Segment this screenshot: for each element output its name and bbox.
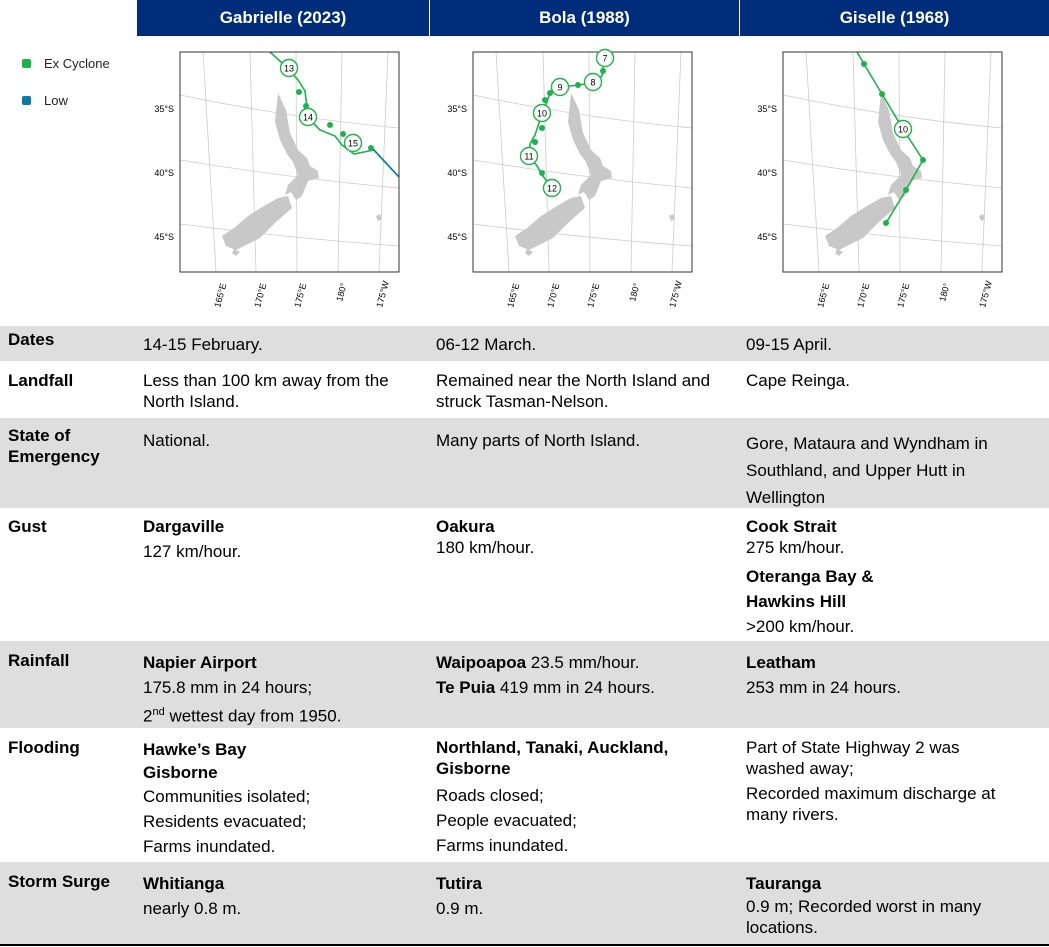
svg-text:13: 13 — [283, 63, 295, 74]
lat-label: 40°S — [757, 168, 777, 178]
cell-bola: Many parts of North Island. — [436, 431, 641, 450]
cell-bola: 06-12 March. — [436, 335, 537, 354]
row-label: State of Emergency — [8, 426, 100, 466]
row-label: Flooding — [8, 738, 80, 757]
lat-label: 45°S — [757, 232, 777, 242]
svg-text:9: 9 — [557, 82, 563, 93]
lon-label: 180° — [334, 281, 349, 303]
cell-giselle: Tauranga 0.9 m; Recorded worst in many locations. — [746, 874, 982, 937]
lon-label: 165°E — [815, 282, 832, 309]
cell-gabrielle: National. — [143, 431, 211, 450]
cell-giselle: Cape Reinga. — [746, 371, 850, 390]
column-header-giselle: Giselle (1968) — [740, 0, 1049, 36]
day-marker — [585, 74, 602, 91]
lon-label: 170°E — [252, 282, 269, 309]
day-marker — [552, 79, 569, 96]
row-label: Storm Surge — [8, 872, 111, 891]
lon-label: 175°E — [895, 282, 912, 309]
svg-text:10: 10 — [897, 124, 909, 135]
column-header-bola: Bola (1988) — [430, 0, 739, 36]
legend-item-ex-cyclone — [16, 54, 110, 72]
lon-label: 175°W — [374, 279, 391, 309]
day-marker — [544, 180, 561, 197]
column-header-gabrielle: Gabrielle (2023) — [137, 0, 429, 36]
cell-bola: Waipoapoa 23.5 mm/hour. Te Puia 419 mm in 24 hours. — [436, 653, 655, 697]
track-map-giselle — [743, 38, 1049, 322]
svg-text:8: 8 — [590, 77, 596, 88]
day-marker — [597, 50, 614, 67]
track-map-bola — [433, 38, 743, 322]
row-label: Gust — [8, 517, 47, 536]
lon-label: 170°E — [545, 282, 562, 309]
cell-giselle: Part of State Highway 2 was washed away; Recorded maximum discharge at many rivers. — [746, 738, 996, 824]
day-marker — [534, 105, 551, 122]
lat-label: 45°S — [154, 232, 174, 242]
lon-label: 180° — [937, 281, 952, 303]
cell-bola: Oakura 180 km/hour. — [436, 517, 535, 557]
legend-swatch-blue — [22, 96, 31, 105]
table-bottom-rule — [0, 944, 1049, 946]
lon-label: 165°E — [212, 282, 229, 309]
lon-label: 165°E — [505, 282, 522, 309]
lat-label: 35°S — [447, 104, 467, 114]
legend-item-low — [16, 91, 110, 109]
row-storm-surge — [0, 862, 1049, 944]
legend-label: Low — [44, 92, 68, 108]
lon-label: 180° — [627, 281, 642, 303]
cell-bola: Tutira 0.9 m. — [436, 874, 484, 918]
lat-label: 40°S — [447, 168, 467, 178]
cell-gabrielle: Whitianga nearly 0.8 m. — [143, 874, 242, 918]
row-landfall — [0, 361, 1049, 418]
cell-bola: Remained near the North Island and struck Tasman-Nelson. — [436, 371, 711, 411]
svg-text:15: 15 — [347, 138, 359, 149]
lon-label: 175°E — [585, 282, 602, 309]
lon-label: 175°W — [667, 279, 684, 309]
cell-gabrielle: Dargaville 127 km/hour. — [143, 517, 242, 561]
row-state-of-emergency — [0, 418, 1049, 508]
header-blank-cell — [0, 0, 136, 36]
cell-giselle: Leatham 253 mm in 24 hours. — [746, 653, 901, 697]
track-legend — [16, 54, 110, 128]
day-marker — [521, 148, 538, 165]
row-rainfall — [0, 641, 1049, 728]
row-flooding — [0, 728, 1049, 862]
cell-giselle: Gore, Mataura and Wyndham in Southland, and Upper Hutt in Wellington — [746, 434, 988, 507]
cell-gabrielle: 14-15 February. — [143, 335, 263, 354]
track-map-gabrielle — [140, 38, 450, 322]
legend-swatch-green — [22, 59, 31, 68]
day-marker — [300, 109, 317, 126]
cell-bola: Northland, Tanaki, Auckland, Gisborne Roads closed; People evacuated; Farms inundated. — [436, 738, 669, 855]
row-label: Rainfall — [8, 651, 70, 670]
row-label: Dates — [8, 330, 55, 349]
lat-label: 35°S — [154, 104, 174, 114]
lat-label: 40°S — [154, 168, 174, 178]
cell-gabrielle: Hawke’s Bay Gisborne Communities isolated; Residents evacuated; Farms inundated. — [143, 740, 311, 856]
row-label: Landfall — [8, 371, 74, 390]
lon-label: 170°E — [855, 282, 872, 309]
row-gust — [0, 508, 1049, 641]
legend-label: Ex Cyclone — [44, 55, 110, 71]
lat-label: 45°S — [447, 232, 467, 242]
cell-gabrielle: Napier Airport 175.8 mm in 24 hours; 2nd wettest day from 1950. — [143, 653, 342, 726]
lon-label: 175°E — [292, 282, 309, 309]
cell-giselle: Cook Strait 275 km/hour. Oteranga Bay & Hawkins Hill >200 km/hour. — [746, 517, 874, 636]
cell-gabrielle: Less than 100 km away from the North Island. — [143, 371, 389, 411]
svg-text:10: 10 — [536, 108, 548, 119]
day-marker — [345, 135, 362, 152]
lat-label: 35°S — [757, 104, 777, 114]
svg-text:14: 14 — [302, 112, 314, 123]
day-marker — [895, 121, 912, 138]
svg-text:12: 12 — [546, 183, 558, 194]
svg-text:7: 7 — [602, 53, 608, 64]
lon-label: 175°W — [977, 279, 994, 309]
day-marker — [281, 60, 298, 77]
row-dates — [0, 326, 1049, 361]
cell-giselle: 09-15 April. — [746, 335, 832, 354]
svg-text:11: 11 — [524, 151, 534, 162]
